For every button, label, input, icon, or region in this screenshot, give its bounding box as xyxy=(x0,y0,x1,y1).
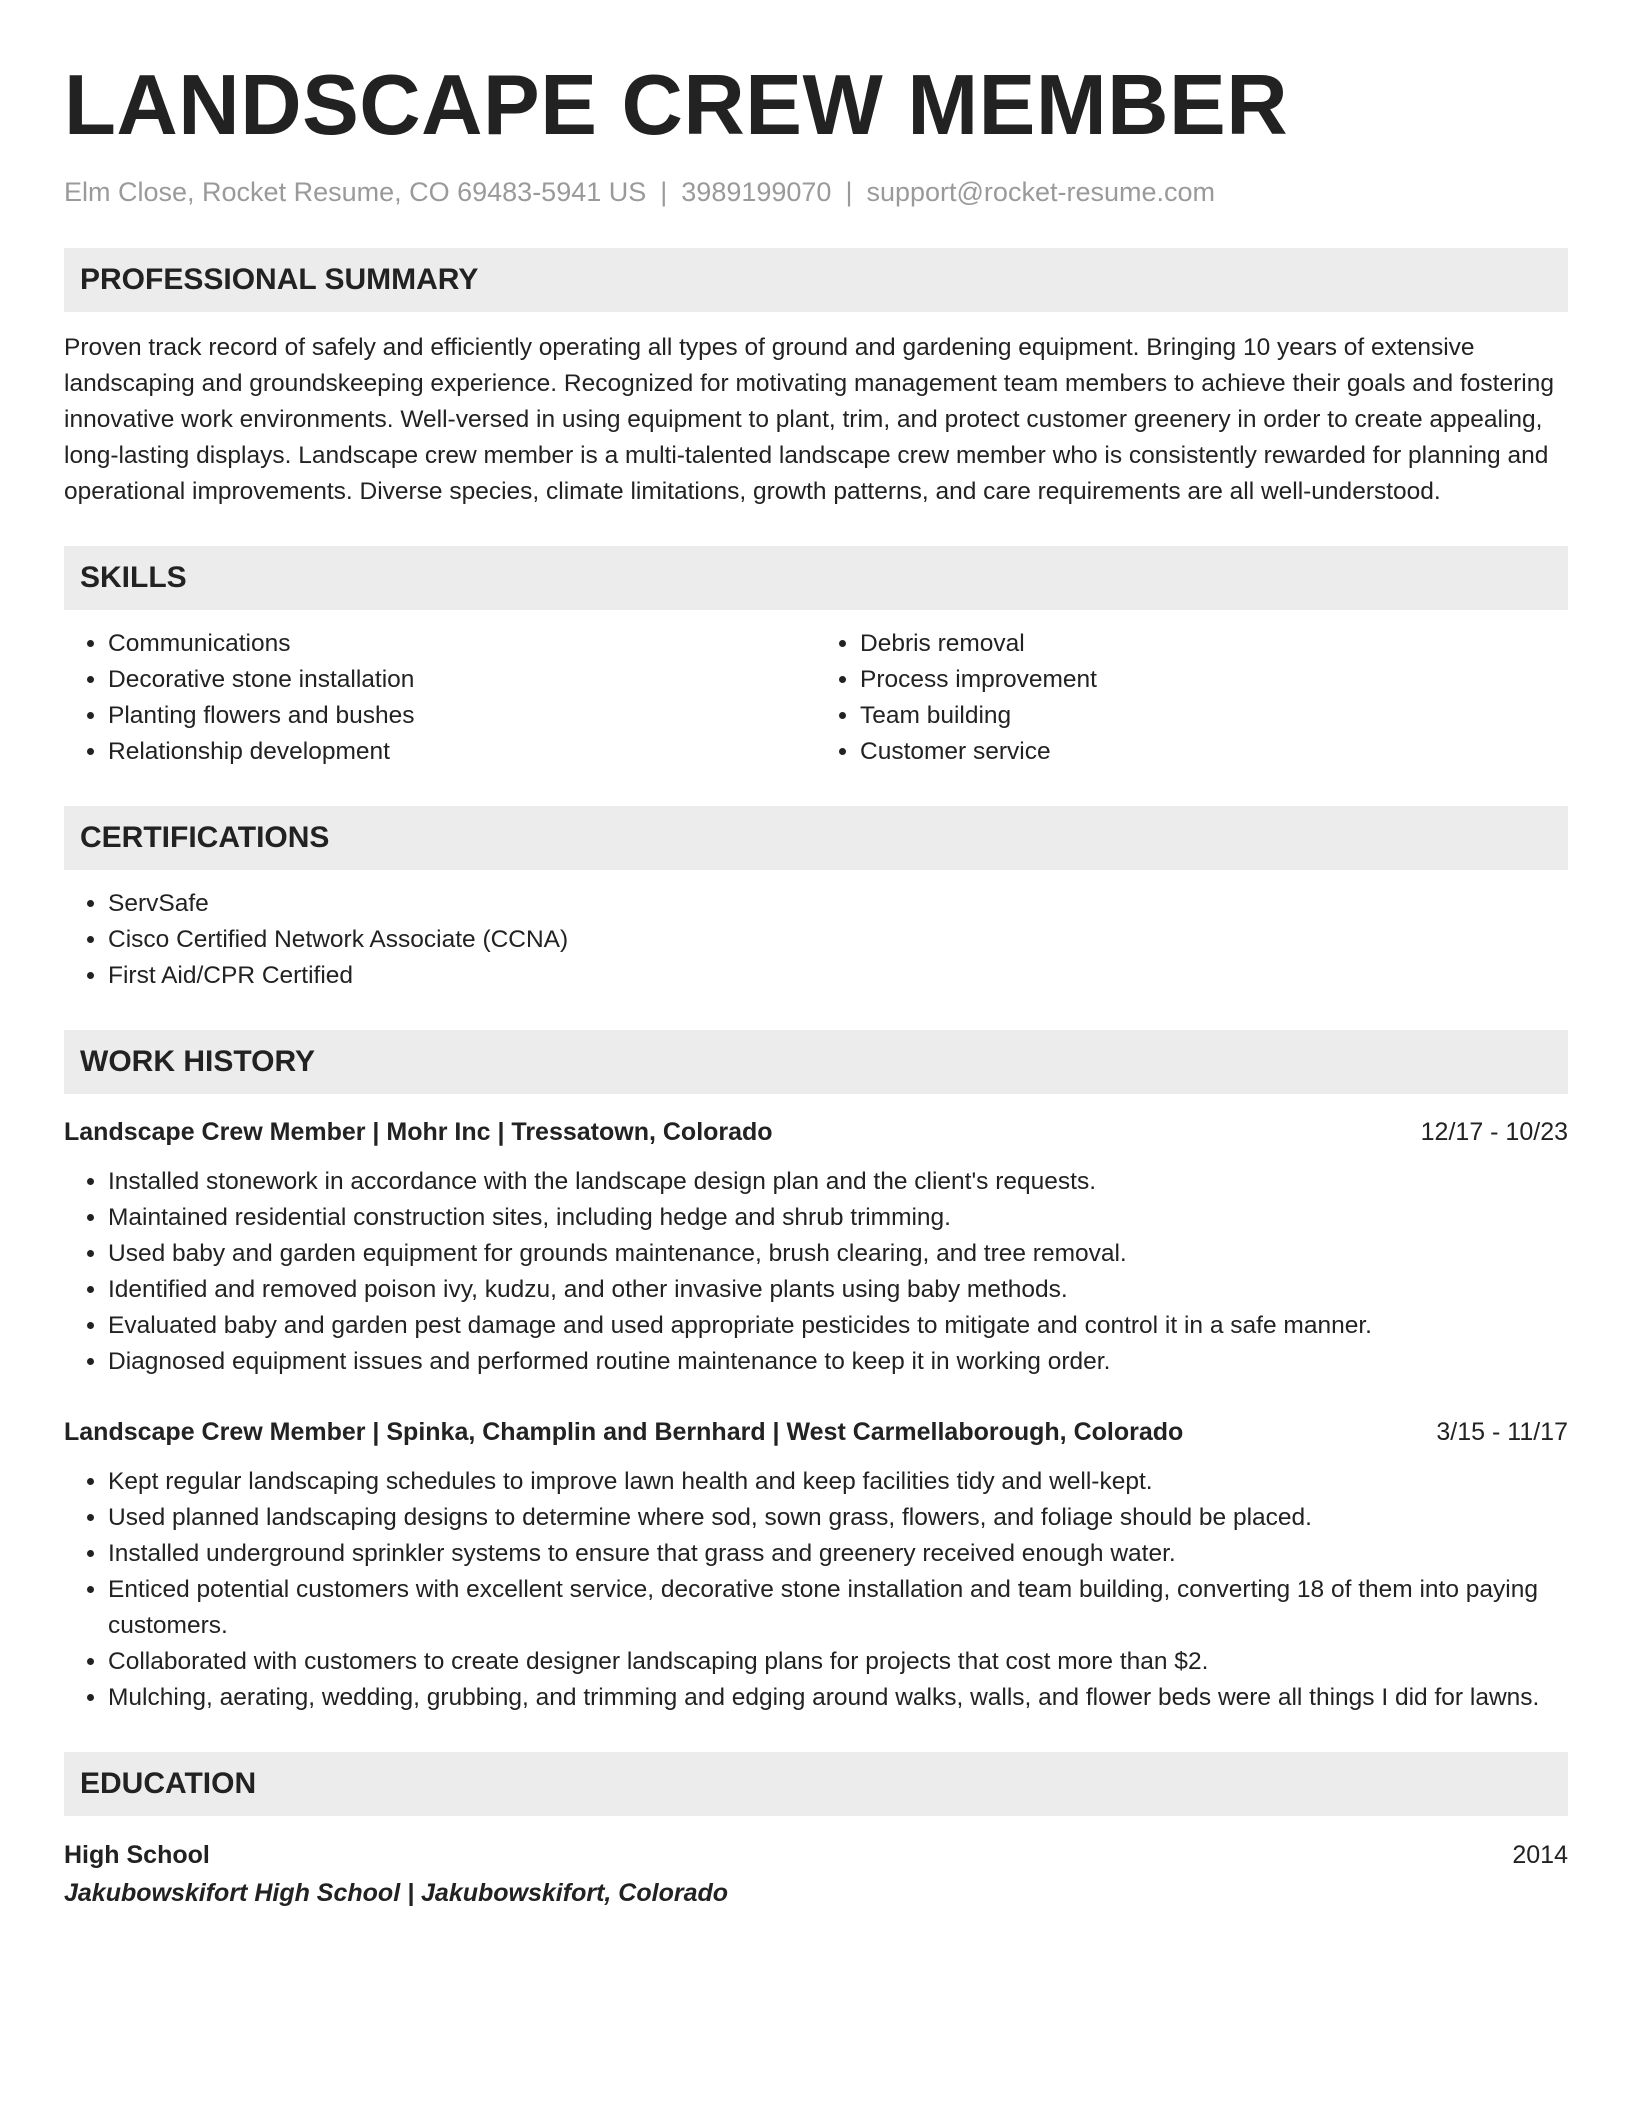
education-heading: EDUCATION xyxy=(64,1752,1568,1816)
job-title: Landscape Crew Member | Spinka, Champlin and Bernhard | West Carmellaborough, Colorado xyxy=(64,1418,1184,1446)
job-duty: • Enticed potential customers with excellent service, decorative stone installation and team building, converting 18 of them into paying customers. xyxy=(108,1572,1568,1644)
candidate-name: LANDSCAPE CREW MEMBER xyxy=(64,58,1289,153)
skill-item: • Planting flowers and bushes xyxy=(108,698,816,734)
summary-heading: PROFESSIONAL SUMMARY xyxy=(64,248,1568,312)
skills-column-left xyxy=(64,626,816,770)
contact-separator: | xyxy=(660,177,668,207)
certification-item: • ServSafe xyxy=(108,886,1568,922)
skill-item: • Team building xyxy=(860,698,1568,734)
certification-item: • Cisco Certified Network Associate (CCNA) xyxy=(108,922,1568,958)
job-duty: • Evaluated baby and garden pest damage and used appropriate pesticides to mitigate and control it in a safe manner. xyxy=(108,1308,1568,1344)
job-duty: • Diagnosed equipment issues and performed routine maintenance to keep it in working order. xyxy=(108,1344,1568,1380)
education-header xyxy=(64,1836,1568,1874)
certifications-heading: CERTIFICATIONS xyxy=(64,806,1568,870)
job-title: Landscape Crew Member | Mohr Inc | Tressatown, Colorado xyxy=(64,1118,773,1146)
address: Elm Close, Rocket Resume, CO 69483-5941 US xyxy=(64,177,647,207)
job-duty: • Identified and removed poison ivy, kudzu, and other invasive plants using baby methods. xyxy=(108,1272,1568,1308)
skills-list xyxy=(64,626,1568,770)
job-duty: • Collaborated with customers to create designer landscaping plans for projects that cost more than $2. xyxy=(108,1644,1568,1680)
skill-item: • Process improvement xyxy=(860,662,1568,698)
skill-item: • Relationship development xyxy=(108,734,816,770)
phone: 3989199070 xyxy=(681,177,832,207)
email: support@rocket-resume.com xyxy=(866,177,1215,207)
job-duty: • Used planned landscaping designs to determine where sod, sown grass, flowers, and foliage should be placed. xyxy=(108,1500,1568,1536)
job-duty: • Installed stonework in accordance with the landscape design plan and the client's requests. xyxy=(108,1164,1568,1200)
contact-line xyxy=(64,174,1568,210)
job-dates: 3/15 - 11/17 xyxy=(1436,1418,1568,1446)
job-duty: • Kept regular landscaping schedules to improve lawn health and keep facilities tidy and well-kept. xyxy=(108,1464,1568,1500)
certifications-list xyxy=(64,886,1568,994)
skill-item: • Debris removal xyxy=(860,626,1568,662)
skills-column-right xyxy=(816,626,1568,770)
job-duty: • Installed underground sprinkler systems to ensure that grass and greenery received enough water. xyxy=(108,1536,1568,1572)
work-history-heading: WORK HISTORY xyxy=(64,1030,1568,1094)
certification-item: • First Aid/CPR Certified xyxy=(108,958,1568,994)
education-school: Jakubowskifort High School | Jakubowskifort, Colorado xyxy=(64,1879,729,1907)
skill-item: • Communications xyxy=(108,626,816,662)
summary-text: Proven track record of safely and efficiently operating all types of ground and gardening equipment. Bringing 10 years of extensive landscaping and groundskeeping experience. Recognized for motivating management team members to achieve their goals and fostering innovative work environments. Well-versed in using equipment to plant, trim, and protect customer greenery in order to create appealing, long-lasting displays. Landscape crew member is a multi-talented landscape crew member who is consistently rewarded for planning and operational improvements. Diverse species, climate limitations, growth patterns, and care requirements are all well-understood. xyxy=(64,334,1554,505)
job-dates: 12/17 - 10/23 xyxy=(1420,1118,1568,1146)
job-duty: • Used baby and garden equipment for grounds maintenance, brush clearing, and tree removal. xyxy=(108,1236,1568,1272)
job-entry xyxy=(64,1414,1568,1716)
job-header xyxy=(64,1414,1568,1450)
skill-item: • Decorative stone installation xyxy=(108,662,816,698)
job-header xyxy=(64,1114,1568,1150)
job-duty: • Maintained residential construction sites, including hedge and shrub trimming. xyxy=(108,1200,1568,1236)
education-year: 2014 xyxy=(1512,1841,1568,1869)
job-duty: • Mulching, aerating, wedding, grubbing, and trimming and edging around walks, walls, and flower beds were all things I did for lawns. xyxy=(108,1680,1568,1716)
contact-separator: | xyxy=(845,177,853,207)
job-duties xyxy=(64,1164,1568,1380)
skills-heading: SKILLS xyxy=(64,546,1568,610)
job-duties xyxy=(64,1464,1568,1716)
skill-item: • Customer service xyxy=(860,734,1568,770)
job-entry xyxy=(64,1114,1568,1380)
education-degree: High School xyxy=(64,1841,210,1869)
